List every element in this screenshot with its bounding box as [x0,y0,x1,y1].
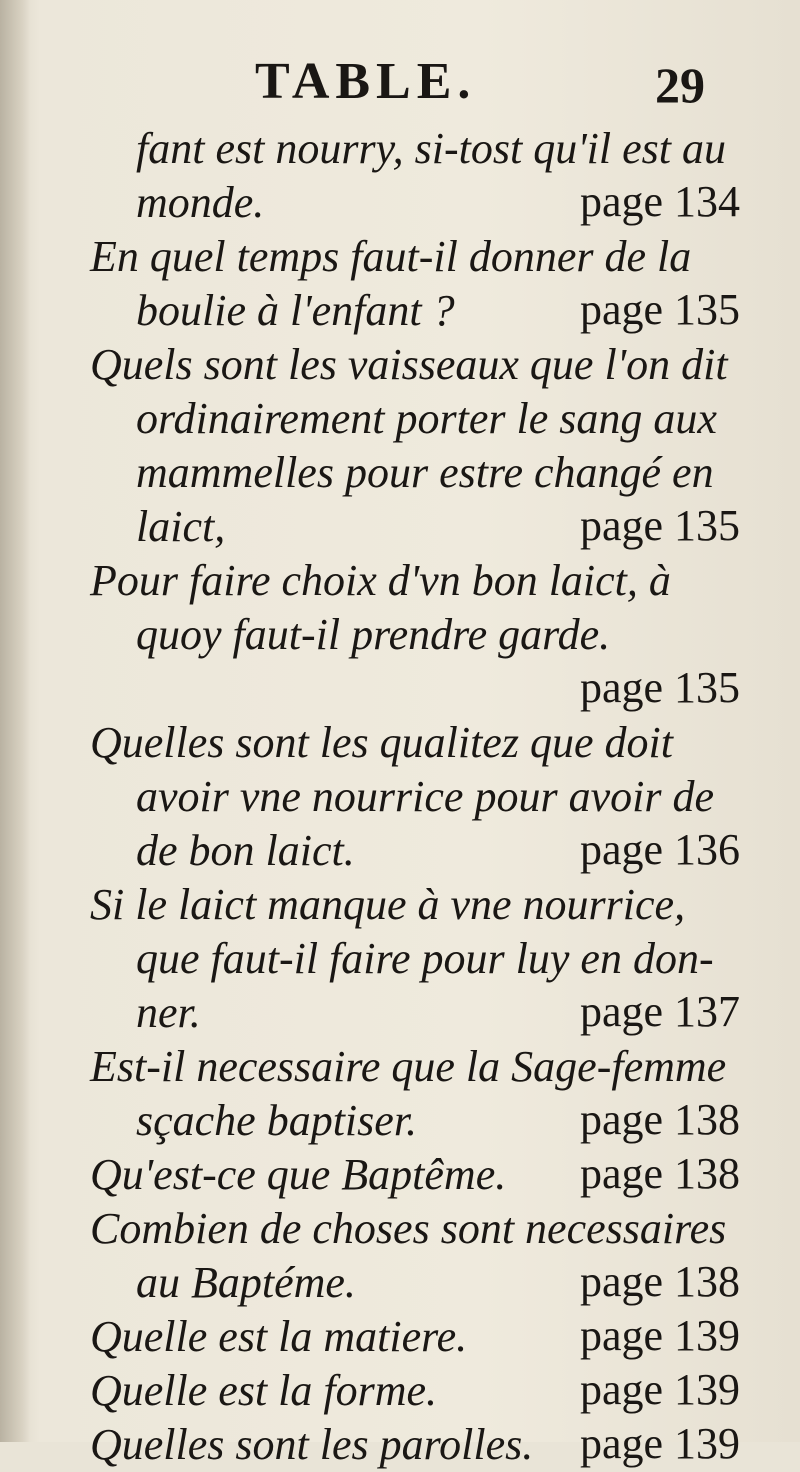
page-reference: page 135 [579,501,740,550]
header-title: TABLE. [255,53,477,110]
header-page-number: 29 [655,57,705,113]
page-reference: page 136 [579,825,740,874]
entry-line: En quel temps faut-il donner de la [90,232,692,281]
entry-line: Quelles sont les qualitez que doit [90,718,673,767]
page-reference: page 135 [579,663,740,712]
page-reference: page 139 [579,1419,740,1468]
entry-line: Quelles sont les parolles. [90,1420,534,1469]
entry-line: Qu'est-ce que Baptême. [90,1150,507,1199]
page-reference: page 139 [579,1311,740,1360]
entry-line: que faut-il faire pour luy en don- [136,934,714,983]
entry-line: Pour faire choix d'vn bon laict, à [90,556,671,605]
entry-line: quoy faut-il prendre garde. [136,610,611,659]
entry-line: Combien de choses sont necessaires [90,1204,727,1253]
page-reference: page 137 [579,987,740,1036]
toc-entry [90,716,740,878]
toc-entry [90,1148,740,1202]
entry-line: mammelles pour estre changé en [136,448,714,497]
running-header [0,52,800,112]
toc-entry [90,122,740,230]
entry-line: au Baptéme. [136,1258,356,1307]
entry-line: monde. [136,178,265,227]
toc-entry [90,554,740,716]
table-of-contents [90,122,740,1472]
entry-line: fant est nourry, si-tost qu'il est au [136,124,726,173]
page-reference: page 138 [579,1257,740,1306]
page-reference: page 138 [579,1095,740,1144]
toc-entry [90,1364,740,1418]
entry-line: ner. [136,988,201,1037]
entry-line: Si le laict manque à vne nourrice, [90,880,686,929]
entry-line: Quelle est la matiere. [90,1312,468,1361]
entry-line: avoir vne nourrice pour avoir de [136,772,714,821]
page-gutter [0,0,30,1442]
page-reference: page 139 [579,1365,740,1414]
toc-entry [90,1202,740,1310]
entry-line: laict, [136,502,226,551]
entry-line: Est-il necessaire que la Sage-femme [90,1042,727,1091]
page-reference: page 134 [579,177,740,226]
toc-entry [90,1040,740,1148]
page-reference: page 135 [579,285,740,334]
entry-line: boulie à l'enfant ? [136,286,455,335]
entry-line: de bon laict. [136,826,355,875]
toc-entry [90,1418,740,1472]
entry-line: ordinairement porter le sang aux [136,394,717,443]
entry-line: sçache baptiser. [136,1096,418,1145]
toc-entry [90,230,740,338]
page-reference: page 138 [579,1149,740,1198]
toc-entry [90,338,740,554]
toc-entry [90,878,740,1040]
entry-line: Quels sont les vaisseaux que l'on dit [90,340,728,389]
entry-line: Quelle est la forme. [90,1366,438,1415]
toc-entry [90,1310,740,1364]
